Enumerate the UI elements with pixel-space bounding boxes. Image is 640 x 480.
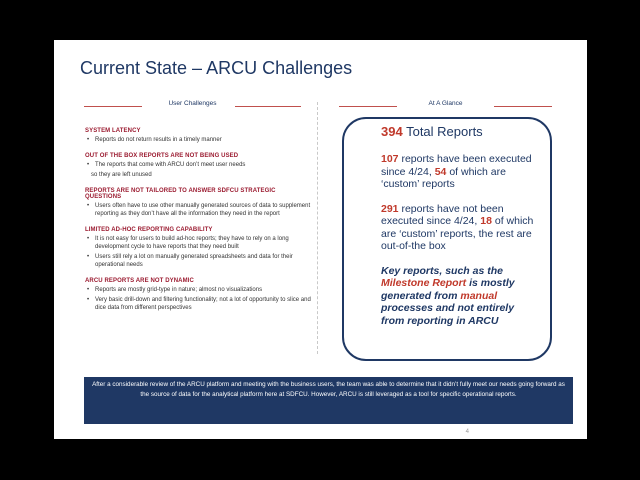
challenge-bullet: • Reports do not return results in a timely manner — [85, 136, 313, 144]
manual-highlight: manual — [460, 289, 498, 302]
at-a-glance-box — [342, 117, 552, 361]
not-executed-reports-stat — [381, 203, 540, 253]
challenge-bullet: • The reports that come with ARCU don’t meet user needs — [85, 161, 313, 169]
not-executed-count: 291 — [381, 202, 399, 215]
total-reports — [381, 124, 540, 139]
total-reports-label: Total Reports — [406, 124, 483, 139]
executed-reports-stat — [381, 153, 540, 191]
key-text-a: Key reports, such as the — [381, 264, 503, 277]
not-executed-text: reports have not been executed since 4/24, — [381, 202, 504, 227]
challenge-note: so they are left unused — [91, 172, 152, 178]
milestone-report-highlight: Milestone Report — [381, 277, 467, 289]
challenge-ootb-reports — [85, 153, 313, 179]
challenge-bullet: • Users often have to use other manually generated sources of data to supplement reporting as they don’t have all the information they need in the report — [85, 202, 313, 218]
challenges-list — [85, 128, 313, 321]
at-a-glance-header — [339, 98, 552, 112]
executed-text: reports have been executed since 4/24, — [381, 153, 532, 178]
page-number: 4 — [465, 429, 469, 435]
challenge-not-dynamic — [85, 278, 313, 312]
challenge-bullet: • Reports are mostly grid-type in nature; almost no visualizations — [85, 286, 313, 294]
challenge-bullet: • Users still rely a lot on manually generated spreadsheets and data for their operational needs — [85, 253, 313, 269]
key-reports-note — [381, 265, 540, 328]
executed-count: 107 — [381, 153, 399, 165]
at-a-glance-label: At A Glance — [428, 100, 463, 107]
challenge-bullet: • Very basic drill-down and filtering functionality; not a lot of opportunity to slice and dice data from different perspectives — [85, 296, 313, 312]
challenge-not-tailored — [85, 188, 313, 218]
user-challenges-header — [84, 98, 301, 112]
not-executed-custom-text: of which are ‘custom’ reports, the rest are out-of-the box — [381, 215, 534, 252]
slide — [54, 40, 587, 439]
challenge-bullet: • It is not easy for users to build ad-hoc reports; they have to rely on a long development cycle to have reports that they need built — [85, 235, 313, 251]
challenge-heading: OUT OF THE BOX REPORTS ARE NOT BEING USED — [85, 153, 239, 159]
key-text-c: processes and not entirely from reporting in ARCU — [381, 302, 515, 327]
slide-title: Current State – ARCU Challenges — [80, 58, 353, 78]
user-challenges-label: User Challenges — [168, 100, 217, 107]
column-divider — [317, 102, 318, 354]
not-executed-custom-count: 18 — [480, 215, 492, 227]
header-rule-right — [494, 106, 552, 107]
challenge-heading: LIMITED AD-HOC REPORTING CAPABILITY — [85, 227, 213, 233]
challenge-limited-adhoc — [85, 227, 313, 269]
key-text-b: is mostly generated from — [381, 277, 515, 302]
executed-custom-text: of which are ‘custom’ reports — [381, 165, 506, 190]
executed-custom-count: 54 — [434, 165, 447, 178]
summary-banner: After a considerable review of the ARCU platform and meeting with the business users, the team was able to determine that it didn’t fully meet our needs going forward as the source of data for the analytical platform here at SDFCU. However, ARCU is still leveraged as a tool for specific operational reports. — [84, 377, 573, 424]
challenge-heading: SYSTEM LATENCY — [85, 128, 141, 134]
challenge-system-latency — [85, 128, 313, 144]
challenge-heading: REPORTS ARE NOT TAILORED TO ANSWER SDFCU STRATEGIC QUESTIONS — [85, 188, 276, 200]
header-rule-right — [235, 106, 301, 107]
total-reports-count: 394 — [381, 124, 403, 139]
challenge-heading: ARCU REPORTS ARE NOT DYNAMIC — [85, 278, 194, 284]
